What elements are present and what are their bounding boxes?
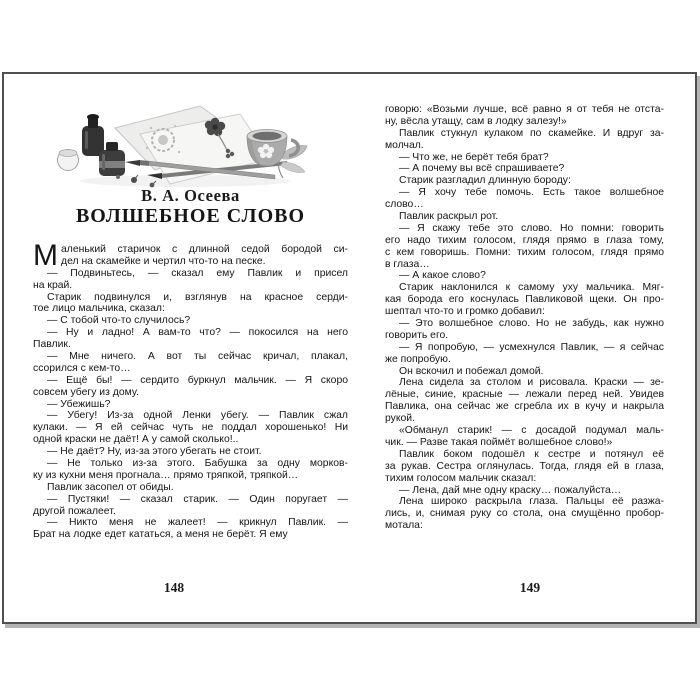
cup-icon [247,130,298,167]
text-line: — Подвиньтесь, — сказал ему Павлик и присел [47,267,348,279]
text-line: совсем убегу из дому. [33,386,139,398]
paragraph [385,128,664,152]
paragraph [385,282,664,318]
paragraph [385,270,664,282]
art-supplies-illustration [55,104,311,190]
book-spread [2,72,697,624]
paragraph [385,163,664,175]
text-line: Павлик засопел от обиды. [47,481,174,493]
story-title: ВОЛШЕБНОЕ СЛОВО [75,205,306,227]
text-line: кулаки. — Я ей сейчас чуть не поддал хорошенько! Ни [33,422,348,434]
text-line: тое лицо мальчика, сказал: [33,303,165,315]
text-line: Лена широко раскрыла глаза. Пальцы её разжа- [399,496,664,508]
paragraph [385,318,664,342]
paragraph [33,292,348,316]
paragraph [33,351,348,375]
paragraph [385,485,664,497]
page-right-text [385,104,664,532]
paragraph [33,482,348,494]
paragraph [33,268,348,292]
paragraph [385,342,664,366]
text-line: — Пустяки! — сказал старик. — Один поругает — [47,493,348,505]
text-line: «Обманул старик! — с досадой подумал маль- [399,425,664,437]
text-line: на край. [33,279,73,291]
paragraph [33,399,348,411]
text-line: Павлик стукнул кулаком по скамейке. И вдруг за- [399,127,664,139]
text-line: — Это волшебное слово. Но не забудь, как нужно [399,318,664,330]
text-line: Старик наклонился к самому уху мальчика. Мяг- [399,282,664,294]
page-number-right: 149 [519,580,541,595]
text-line: одной краски не даёт! А у самой сколько!.. [33,434,239,446]
paragraph [33,458,348,482]
paragraph [33,494,348,518]
text-line: в глаза… [385,258,430,270]
page-left-text [33,239,348,541]
text-line: — Мне ничего. А вот ты сейчас кричал, плакал, [47,351,348,363]
text-line: молчал. [385,139,424,151]
text-line: Старик разгладил длинную бороду: [399,175,571,187]
text-line: рукой. [385,413,415,425]
text-line: — С тобой что-то случилось? [47,315,191,327]
paragraph [33,446,348,458]
text-line: — Я скажу тебе это слово. Но помни: говорить [399,222,664,234]
paragraph [385,152,664,164]
text-line: — Ещё бы! — сердито буркнул мальчик. — Я скоро [47,374,348,386]
text-line: Павлика, она сейчас же сгребла их в кучу и накрыла [385,401,664,413]
paragraph [33,327,348,351]
text-line: его надо тихим голосом, глядя прямо в глаза тому, [385,234,664,246]
text-line: говорить его. [385,329,449,341]
paragraph [385,377,664,425]
text-line: же попробую. [385,353,451,365]
ink-bottle-icon [82,114,125,176]
paragraph [385,187,664,211]
paragraph [33,375,348,399]
paragraph [385,223,664,271]
text-line: — Убегу! Из-за одной Ленки убегу. — Павлик сжал [47,410,348,422]
paragraph [33,410,348,446]
text-line: аленький старичок с длинной седой бородой си- [61,244,348,255]
text-line: другой пожалеет. [33,505,116,517]
paragraph [385,104,664,128]
text-line: говорю: «Возьми лучше, всё равно я от тебя не отста- [385,104,664,115]
paragraph [385,425,664,449]
paragraph [385,496,664,532]
paragraph [385,366,664,378]
text-line: Он вскочил и побежал домой. [399,365,544,377]
text-line: — Не только из-за этого. Бабушка за одну морков- [47,458,348,470]
page-number-left: 148 [163,580,185,595]
text-line: дел на скамейке и чертил что-то на песке. [61,255,266,267]
text-line: чик. — Разве такая поймёт волшебное слово!» [385,436,613,448]
text-line: Старик подвинулся и, взглянув на красное серди- [47,291,348,303]
text-line: — Я хочу тебе помочь. Есть такое волшебное [399,187,664,199]
text-line: — Ну и ладно! А вам-то что? — покосился на него [47,327,348,339]
text-line: Павлик раскрыл рот. [399,211,499,223]
text-line: кая борода его коснулась Павликовой щеки. Он про- [385,294,664,306]
text-line: тихим голосом мальчик сказал: [385,472,537,484]
paragraph [33,315,348,327]
paragraph [385,449,664,485]
paragraph [33,517,348,541]
drop-cap: М [33,239,58,272]
jar-icon [58,150,79,171]
text-line: слово… [385,199,424,211]
text-line: — А какое слово? [399,270,486,282]
text-line: ссорился с кем-то… [33,362,131,374]
text-line: — А почему вы всё спрашиваете? [399,163,565,175]
text-line: — Никто меня не жалеет! — крикнул Павлик. — [47,517,348,529]
text-line: — Убежишь? [47,398,111,410]
text-line: — Лена, дай мне одну краску… пожалуйста… [399,484,622,496]
text-line: Павлик боком подошёл к сестре и потянул её [399,448,664,460]
text-line: лёные, синие, красные — лежали перед ней. Увидев [385,389,664,401]
text-line: мотала: [385,520,423,532]
text-line: шептал что-то и громко добавил: [385,306,545,318]
text-line: — Что же, не берёт тебя брат? [399,151,549,163]
text-line: с кем говоришь. Помни: тихим голосом, глядя прямо [385,246,664,258]
text-line: ку из кухни меня прогнала… прямо тряпкой, тряпкой… [33,469,299,481]
text-line: Брат на лодке едет кататься, а меня не берёт. Я ему [33,529,288,541]
text-line: ну, вёсла утащу, сам в лодку залезу!» [385,115,567,127]
text-line: за рукав. Сестра оглянулась. Тогда, глядя ей в глаза, [385,460,664,472]
text-line: Павлик. [33,339,71,351]
author-name: В. А. Осеева [141,186,240,205]
text-line: — Не даёт? Ну, из-за этого убегать не стоит. [47,446,262,458]
text-line: лись, и, снимая руку со стола, она смущённо пробор- [385,508,664,520]
text-line: Лена сидела за столом и рисовала. Краски — зе- [399,377,664,389]
paragraph [385,211,664,223]
text-line: — Я попробую, — усмехнулся Павлик, — я сейчас [399,341,664,353]
paragraph [33,239,348,272]
paragraph [385,175,664,187]
